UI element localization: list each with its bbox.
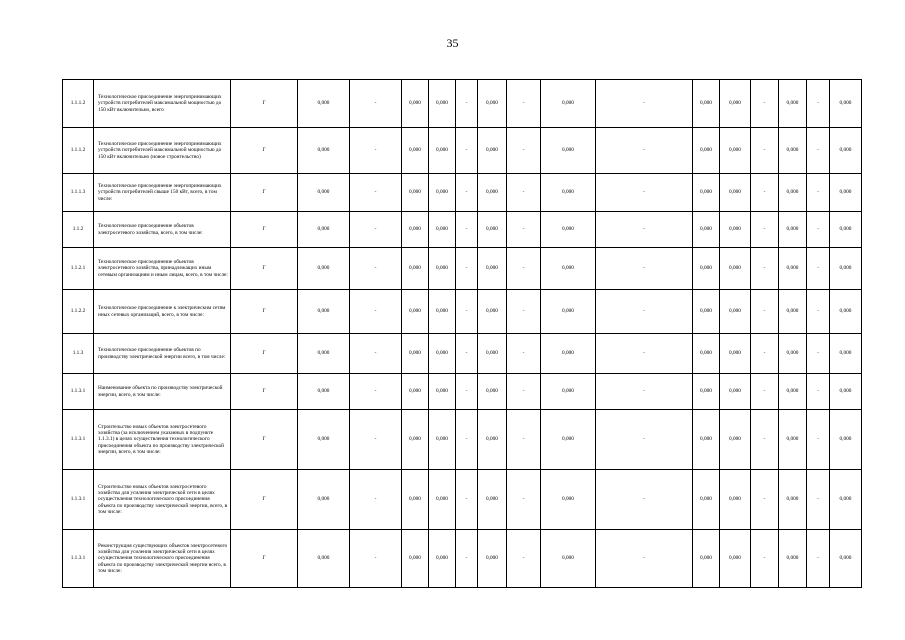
row-code-cell: 1.1.1.2 bbox=[63, 80, 94, 128]
value-cell: 0,000 bbox=[720, 248, 751, 290]
value-cell: - bbox=[807, 470, 830, 530]
value-cell: 0,000 bbox=[402, 410, 429, 470]
value-cell: - bbox=[596, 174, 693, 212]
value-cell: 0,000 bbox=[720, 470, 751, 530]
value-cell: - bbox=[350, 290, 402, 334]
value-cell: - bbox=[507, 334, 541, 374]
value-cell: - bbox=[807, 80, 830, 128]
value-cell: 0,000 bbox=[693, 248, 720, 290]
row-code-cell: 1.1.3.1 bbox=[63, 470, 94, 530]
value-cell: 0,000 bbox=[402, 80, 429, 128]
row-description-cell: Строительство новых объектов электросетевого хозяйства (за исключением указанных в подпункте 1.1.3.1) в целях осуществления технологического присоединения объекта по производству электрической энергии, всего, в том числе: bbox=[94, 410, 231, 470]
value-cell: 0,000 bbox=[720, 80, 751, 128]
value-cell: - bbox=[456, 470, 478, 530]
value-cell: 0,000 bbox=[720, 290, 751, 334]
value-cell: - bbox=[751, 174, 779, 212]
row-unit-cell: Г bbox=[231, 470, 298, 530]
value-cell: 0,000 bbox=[693, 410, 720, 470]
value-cell: - bbox=[456, 530, 478, 588]
row-description-cell: Технологическое присоединение объектов по производству электрической энергии всего, в том числе: bbox=[94, 334, 231, 374]
value-cell: 0,000 bbox=[830, 212, 862, 248]
row-description-cell: Реконструкция существующих объектов электросетевого хозяйства для усиления электрической сети в целях осуществления технологического присоединения объекта по производству электрической энергии всего, в том числе: bbox=[94, 530, 231, 588]
value-cell: - bbox=[456, 290, 478, 334]
value-cell: 0,000 bbox=[830, 530, 862, 588]
row-unit-cell: Г bbox=[231, 530, 298, 588]
value-cell: 0,000 bbox=[429, 470, 456, 530]
value-cell: 0,000 bbox=[779, 374, 807, 410]
row-unit-cell: Г bbox=[231, 212, 298, 248]
value-cell: 0,000 bbox=[298, 374, 350, 410]
value-cell: 0,000 bbox=[779, 470, 807, 530]
row-code-cell: 1.1.2 bbox=[63, 212, 94, 248]
value-cell: - bbox=[456, 174, 478, 212]
value-cell: - bbox=[507, 212, 541, 248]
value-cell: 0,000 bbox=[830, 128, 862, 174]
page-number: 35 bbox=[446, 36, 459, 50]
value-cell: 0,000 bbox=[541, 374, 596, 410]
value-cell: 0,000 bbox=[779, 212, 807, 248]
value-cell: - bbox=[807, 174, 830, 212]
value-cell: 0,000 bbox=[429, 334, 456, 374]
row-code-cell: 1.1.1.3 bbox=[63, 174, 94, 212]
row-description-cell: Наименование объекта по производству электрической энергии, всего, в том числе: bbox=[94, 374, 231, 410]
value-cell: - bbox=[596, 248, 693, 290]
value-cell: - bbox=[596, 530, 693, 588]
value-cell: 0,000 bbox=[720, 374, 751, 410]
value-cell: - bbox=[807, 212, 830, 248]
value-cell: 0,000 bbox=[830, 174, 862, 212]
value-cell: - bbox=[456, 212, 478, 248]
value-cell: - bbox=[507, 80, 541, 128]
value-cell: 0,000 bbox=[429, 410, 456, 470]
row-unit-cell: Г bbox=[231, 174, 298, 212]
value-cell: - bbox=[456, 128, 478, 174]
value-cell: 0,000 bbox=[541, 248, 596, 290]
row-description-cell: Строительство новых объектов электросетевого хозяйства для усиления электрической сети в целях осуществления технологического присоединения объекта по производству электрической энергии, всего, в том числе: bbox=[94, 470, 231, 530]
value-cell: 0,000 bbox=[298, 290, 350, 334]
value-cell: - bbox=[751, 212, 779, 248]
value-cell: - bbox=[751, 530, 779, 588]
value-cell: - bbox=[350, 530, 402, 588]
value-cell: - bbox=[507, 248, 541, 290]
value-cell: 0,000 bbox=[402, 212, 429, 248]
table-row bbox=[63, 128, 862, 174]
value-cell: 0,000 bbox=[298, 212, 350, 248]
investment-table bbox=[62, 79, 862, 588]
row-code-cell: 1.1.3.1 bbox=[63, 410, 94, 470]
value-cell: 0,000 bbox=[429, 248, 456, 290]
row-unit-cell: Г bbox=[231, 410, 298, 470]
value-cell: - bbox=[596, 290, 693, 334]
value-cell: - bbox=[507, 410, 541, 470]
value-cell: 0,000 bbox=[693, 212, 720, 248]
row-code-cell: 1.1.3 bbox=[63, 334, 94, 374]
value-cell: - bbox=[596, 470, 693, 530]
value-cell: 0,000 bbox=[298, 334, 350, 374]
value-cell: 0,000 bbox=[478, 212, 507, 248]
value-cell: - bbox=[807, 290, 830, 334]
value-cell: 0,000 bbox=[693, 374, 720, 410]
value-cell: 0,000 bbox=[830, 290, 862, 334]
value-cell: 0,000 bbox=[541, 212, 596, 248]
row-code-cell: 1.1.2.1 bbox=[63, 248, 94, 290]
value-cell: - bbox=[807, 334, 830, 374]
value-cell: - bbox=[596, 80, 693, 128]
value-cell: 0,000 bbox=[478, 410, 507, 470]
value-cell: 0,000 bbox=[402, 374, 429, 410]
row-description-cell: Технологическое присоединение энергопринимающих устройств потребителей свыше 150 кВт, всего, в том числе: bbox=[94, 174, 231, 212]
row-unit-cell: Г bbox=[231, 290, 298, 334]
row-code-cell: 1.1.1.2 bbox=[63, 128, 94, 174]
value-cell: 0,000 bbox=[779, 530, 807, 588]
value-cell: 0,000 bbox=[429, 212, 456, 248]
value-cell: - bbox=[507, 374, 541, 410]
value-cell: 0,000 bbox=[402, 334, 429, 374]
row-code-cell: 1.1.3.1 bbox=[63, 374, 94, 410]
value-cell: 0,000 bbox=[402, 470, 429, 530]
row-description-cell: Технологическое присоединение энергопринимающих устройств потребителей максимальной мощностью до 150 кВт включительно, всего bbox=[94, 80, 231, 128]
value-cell: 0,000 bbox=[830, 248, 862, 290]
value-cell: - bbox=[507, 174, 541, 212]
table-row bbox=[63, 334, 862, 374]
row-code-cell: 1.1.3.1 bbox=[63, 530, 94, 588]
value-cell: 0,000 bbox=[693, 470, 720, 530]
value-cell: - bbox=[751, 128, 779, 174]
value-cell: - bbox=[807, 248, 830, 290]
value-cell: - bbox=[596, 212, 693, 248]
value-cell: 0,000 bbox=[478, 80, 507, 128]
row-unit-cell: Г bbox=[231, 80, 298, 128]
value-cell: 0,000 bbox=[779, 334, 807, 374]
value-cell: 0,000 bbox=[478, 248, 507, 290]
value-cell: 0,000 bbox=[541, 80, 596, 128]
value-cell: - bbox=[350, 212, 402, 248]
value-cell: 0,000 bbox=[693, 128, 720, 174]
value-cell: - bbox=[456, 334, 478, 374]
value-cell: 0,000 bbox=[402, 128, 429, 174]
value-cell: 0,000 bbox=[779, 290, 807, 334]
value-cell: 0,000 bbox=[779, 410, 807, 470]
value-cell: 0,000 bbox=[541, 174, 596, 212]
value-cell: - bbox=[456, 374, 478, 410]
table-row bbox=[63, 410, 862, 470]
value-cell: 0,000 bbox=[429, 80, 456, 128]
value-cell: - bbox=[751, 248, 779, 290]
value-cell: 0,000 bbox=[720, 410, 751, 470]
value-cell: - bbox=[751, 80, 779, 128]
value-cell: - bbox=[807, 374, 830, 410]
value-cell: 0,000 bbox=[541, 334, 596, 374]
value-cell: - bbox=[456, 248, 478, 290]
value-cell: 0,000 bbox=[541, 128, 596, 174]
value-cell: - bbox=[350, 410, 402, 470]
value-cell: - bbox=[507, 128, 541, 174]
table-row bbox=[63, 80, 862, 128]
value-cell: 0,000 bbox=[402, 174, 429, 212]
value-cell: 0,000 bbox=[830, 80, 862, 128]
row-description-cell: Технологическое присоединение энергопринимающих устройств потребителей максимальной мощностью до 150 кВт включительно (новое строительство) bbox=[94, 128, 231, 174]
value-cell: - bbox=[507, 530, 541, 588]
value-cell: 0,000 bbox=[429, 290, 456, 334]
value-cell: - bbox=[350, 128, 402, 174]
value-cell: - bbox=[350, 334, 402, 374]
value-cell: 0,000 bbox=[693, 530, 720, 588]
value-cell: 0,000 bbox=[830, 410, 862, 470]
table-row bbox=[63, 530, 862, 588]
value-cell: - bbox=[596, 128, 693, 174]
table-row bbox=[63, 470, 862, 530]
table-row bbox=[63, 212, 862, 248]
row-description-cell: Технологическое присоединение объектов электросетевого хозяйства, принадлежащих иным сетевым организациям и иным лицам, всего, в том числе: bbox=[94, 248, 231, 290]
value-cell: - bbox=[456, 80, 478, 128]
row-unit-cell: Г bbox=[231, 374, 298, 410]
value-cell: 0,000 bbox=[541, 410, 596, 470]
value-cell: 0,000 bbox=[402, 290, 429, 334]
value-cell: 0,000 bbox=[298, 530, 350, 588]
value-cell: 0,000 bbox=[693, 290, 720, 334]
value-cell: - bbox=[751, 290, 779, 334]
value-cell: - bbox=[751, 334, 779, 374]
value-cell: 0,000 bbox=[298, 80, 350, 128]
value-cell: 0,000 bbox=[429, 374, 456, 410]
value-cell: 0,000 bbox=[478, 530, 507, 588]
value-cell: 0,000 bbox=[693, 174, 720, 212]
value-cell: 0,000 bbox=[402, 248, 429, 290]
value-cell: 0,000 bbox=[693, 80, 720, 128]
value-cell: 0,000 bbox=[478, 174, 507, 212]
value-cell: 0,000 bbox=[830, 470, 862, 530]
value-cell: - bbox=[507, 470, 541, 530]
value-cell: 0,000 bbox=[478, 128, 507, 174]
value-cell: 0,000 bbox=[298, 248, 350, 290]
value-cell: 0,000 bbox=[779, 174, 807, 212]
value-cell: 0,000 bbox=[720, 530, 751, 588]
value-cell: 0,000 bbox=[830, 334, 862, 374]
value-cell: 0,000 bbox=[298, 174, 350, 212]
row-unit-cell: Г bbox=[231, 128, 298, 174]
table-row bbox=[63, 290, 862, 334]
value-cell: - bbox=[596, 334, 693, 374]
value-cell: 0,000 bbox=[402, 530, 429, 588]
value-cell: 0,000 bbox=[478, 290, 507, 334]
value-cell: 0,000 bbox=[429, 530, 456, 588]
table-row bbox=[63, 248, 862, 290]
value-cell: 0,000 bbox=[693, 334, 720, 374]
value-cell: 0,000 bbox=[720, 128, 751, 174]
row-code-cell: 1.1.2.2 bbox=[63, 290, 94, 334]
value-cell: - bbox=[751, 470, 779, 530]
table-row bbox=[63, 174, 862, 212]
value-cell: 0,000 bbox=[779, 128, 807, 174]
value-cell: - bbox=[807, 410, 830, 470]
value-cell: 0,000 bbox=[541, 470, 596, 530]
value-cell: - bbox=[751, 410, 779, 470]
value-cell: - bbox=[596, 410, 693, 470]
value-cell: - bbox=[807, 530, 830, 588]
value-cell: - bbox=[507, 290, 541, 334]
value-cell: 0,000 bbox=[720, 334, 751, 374]
value-cell: 0,000 bbox=[830, 374, 862, 410]
value-cell: 0,000 bbox=[720, 174, 751, 212]
value-cell: 0,000 bbox=[429, 174, 456, 212]
value-cell: - bbox=[350, 248, 402, 290]
value-cell: 0,000 bbox=[478, 470, 507, 530]
value-cell: 0,000 bbox=[720, 212, 751, 248]
row-description-cell: Технологическое присоединение к электрическим сетям иных сетевых организаций, всего, в том числе: bbox=[94, 290, 231, 334]
value-cell: 0,000 bbox=[298, 470, 350, 530]
row-description-cell: Технологическое присоединение объектов электросетевого хозяйства, всего, в том числе: bbox=[94, 212, 231, 248]
value-cell: - bbox=[751, 374, 779, 410]
value-cell: - bbox=[807, 128, 830, 174]
row-unit-cell: Г bbox=[231, 334, 298, 374]
value-cell: 0,000 bbox=[478, 374, 507, 410]
row-unit-cell: Г bbox=[231, 248, 298, 290]
value-cell: - bbox=[456, 410, 478, 470]
value-cell: - bbox=[350, 174, 402, 212]
value-cell: - bbox=[350, 470, 402, 530]
value-cell: 0,000 bbox=[478, 334, 507, 374]
value-cell: - bbox=[596, 374, 693, 410]
value-cell: 0,000 bbox=[298, 128, 350, 174]
value-cell: - bbox=[350, 80, 402, 128]
value-cell: 0,000 bbox=[429, 128, 456, 174]
value-cell: 0,000 bbox=[779, 80, 807, 128]
value-cell: 0,000 bbox=[541, 530, 596, 588]
value-cell: 0,000 bbox=[541, 290, 596, 334]
table-row bbox=[63, 374, 862, 410]
value-cell: - bbox=[350, 374, 402, 410]
value-cell: 0,000 bbox=[779, 248, 807, 290]
value-cell: 0,000 bbox=[298, 410, 350, 470]
